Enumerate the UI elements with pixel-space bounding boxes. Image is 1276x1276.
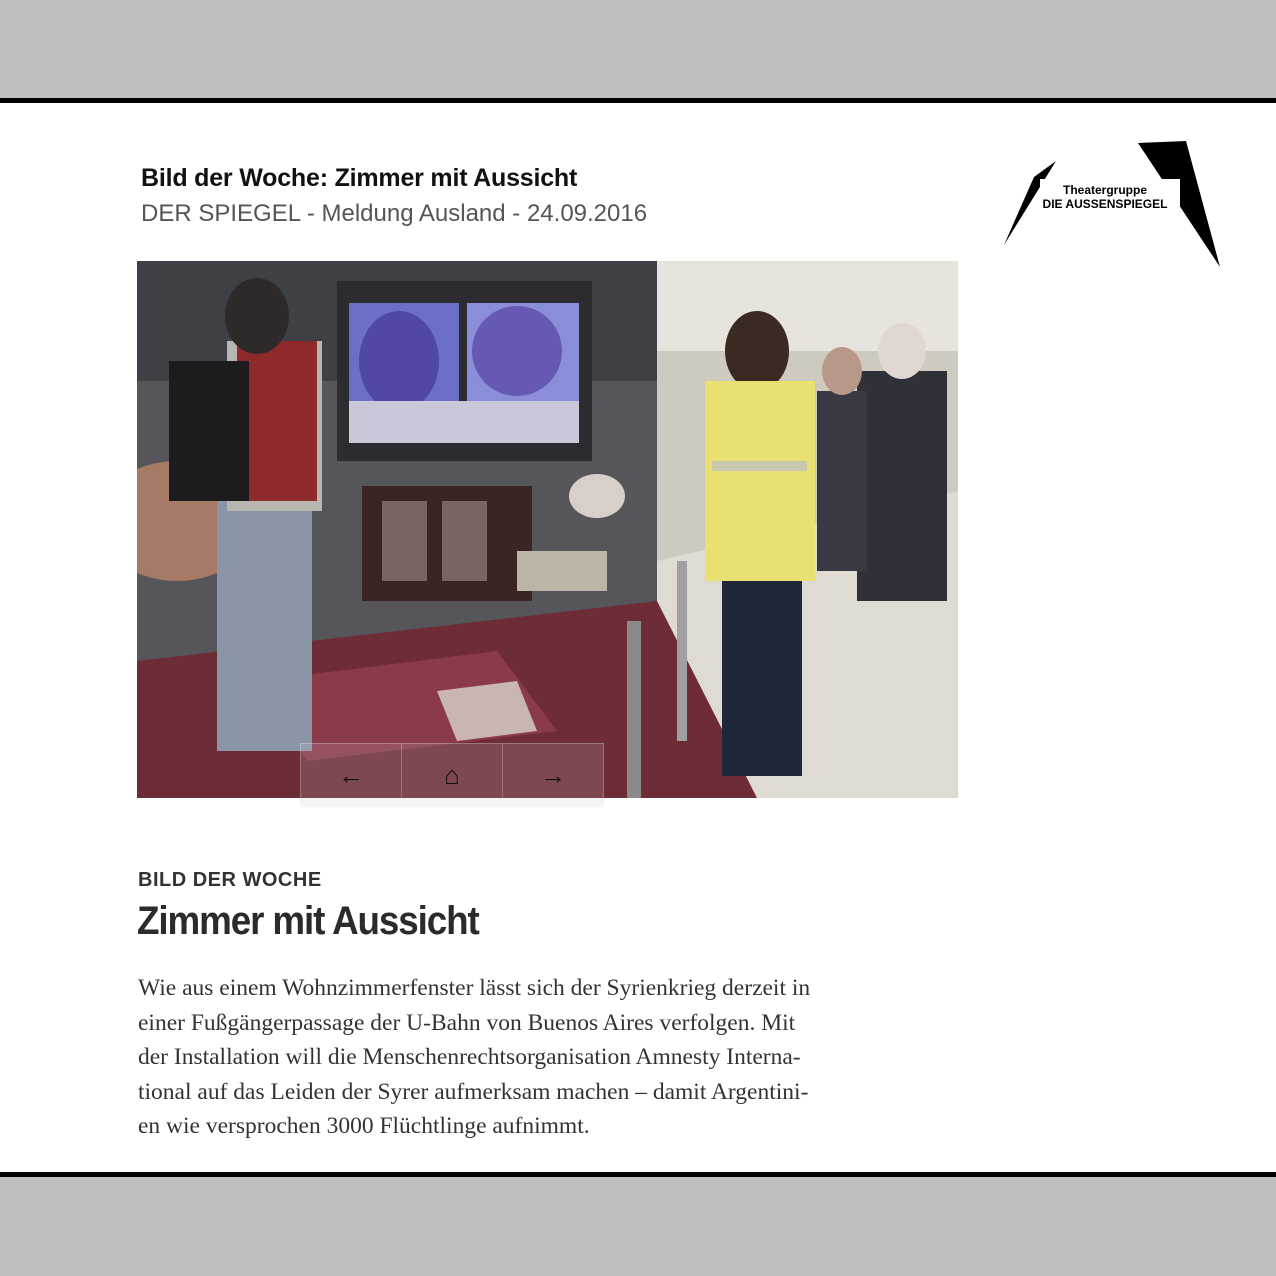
gallery-navigation: [300, 743, 604, 807]
body-line: tional auf das Leiden der Syrer aufmerksam machen – damit Argentini-: [138, 1078, 809, 1105]
article-page: [0, 98, 1276, 1177]
article-photo: [137, 261, 958, 798]
logo-line-2: DIE AUSSENSPIEGEL: [1042, 197, 1168, 211]
gallery-next-button[interactable]: [503, 744, 603, 806]
body-line: en wie versprochen 3000 Flüchtlinge aufnimmt.: [138, 1113, 590, 1139]
body-line: einer Fußgängerpassage der U-Bahn von Buenos Aires verfolgen. Mit: [138, 1009, 796, 1036]
home-icon: ⌂: [444, 759, 460, 790]
logo-line-1: Theatergruppe: [1062, 183, 1147, 197]
photo-illustration: [137, 261, 958, 798]
page-subtitle: DER SPIEGEL - Meldung Ausland - 24.09.2016: [141, 200, 648, 227]
page-title: Bild der Woche: Zimmer mit Aussicht: [141, 164, 578, 192]
gallery-prev-button[interactable]: [301, 744, 402, 806]
body-line: der Installation will die Menschenrechtsorganisation Amnesty Interna-: [138, 1044, 801, 1070]
article-headline: Zimmer mit Aussicht: [137, 899, 479, 943]
arrow-right-icon: →: [540, 759, 566, 790]
arrow-left-icon: ←: [338, 759, 364, 790]
gallery-home-button[interactable]: [402, 744, 503, 806]
bottom-gray-bar: [0, 1177, 1276, 1276]
body-line: Wie aus einem Wohnzimmerfenster lässt sich der Syrienkrieg derzeit in: [138, 975, 811, 1001]
logo-text: [1040, 183, 1170, 211]
article-body: [138, 971, 958, 1144]
top-gray-bar: [0, 0, 1276, 98]
article-kicker: BILD DER WOCHE: [138, 869, 322, 891]
